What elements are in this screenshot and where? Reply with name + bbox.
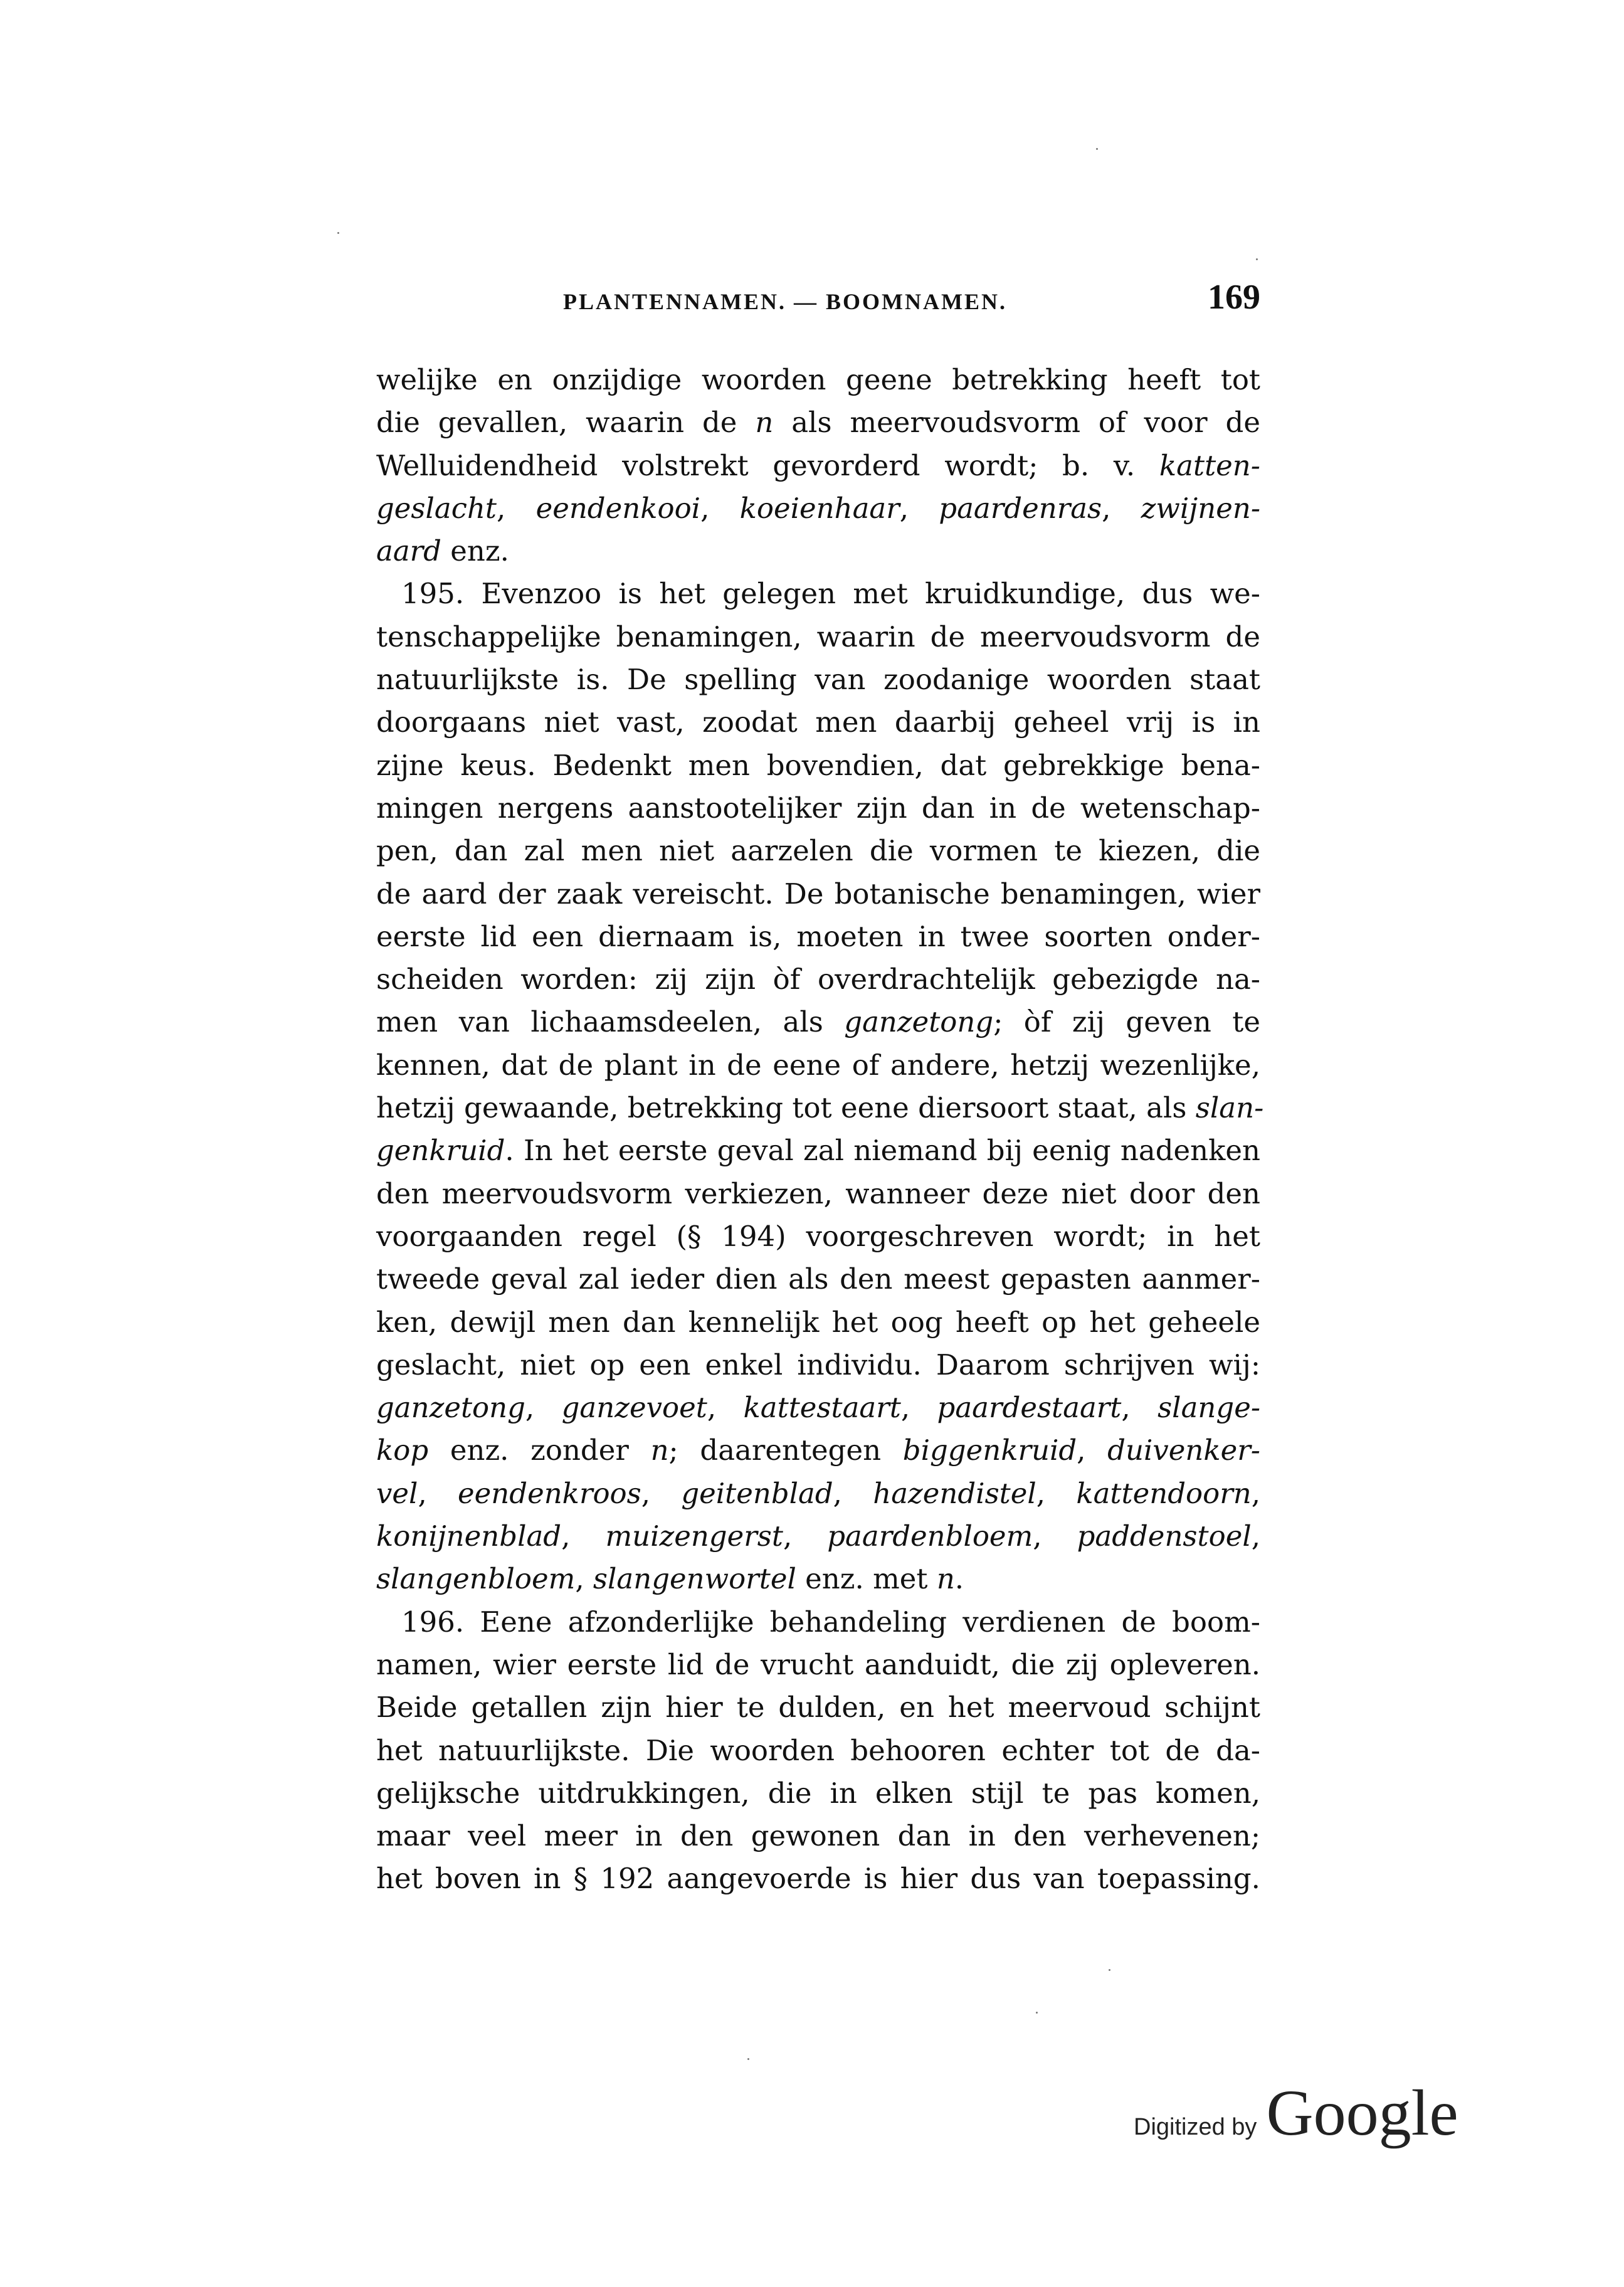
text-run: doorgaans niet vast, zoodat men daarbij geheel vrij is in (376, 705, 1260, 739)
scan-speck (1109, 1969, 1110, 1971)
text-line (376, 616, 1260, 658)
text-line (376, 1129, 1260, 1172)
italic-term: ganzetong (376, 1391, 525, 1425)
italic-term: paardenras (939, 491, 1102, 525)
text-run: , (418, 1476, 458, 1510)
italic-term: n (650, 1434, 669, 1467)
text-line (376, 1087, 1264, 1129)
text-line (376, 958, 1260, 1001)
text-run: men van lichaamsdeelen, als (376, 1005, 845, 1039)
text-run: , (1077, 1434, 1108, 1467)
text-run: , (900, 1391, 937, 1425)
text-line (376, 1857, 1260, 1900)
text-line (376, 530, 1260, 573)
italic-term: eendenkroos (458, 1476, 641, 1510)
italic-term: biggenkruid (902, 1434, 1077, 1467)
text-run: scheiden worden: zij zijn òf overdrachtelijk gebezigde na- (376, 963, 1260, 996)
scan-speck (1256, 258, 1258, 260)
text-run: welijke en onzijdige woorden geene betrekking heeft tot (376, 363, 1260, 396)
text-run: tenschappelijke benamingen, waarin de meervoudsvorm de (376, 620, 1260, 653)
text-run: het boven in § 192 aangevoerde is hier dus van toepassing. (376, 1862, 1260, 1896)
italic-term: kop (376, 1434, 429, 1467)
google-logo: Google (1266, 2077, 1458, 2149)
italic-term: ganzevoet (561, 1391, 707, 1425)
text-line (376, 1258, 1260, 1301)
italic-term: kattendoorn (1076, 1476, 1252, 1510)
text-run: , (1251, 1519, 1261, 1553)
text-line (376, 787, 1260, 830)
text-line (376, 1815, 1260, 1857)
italic-term: genkruid (376, 1134, 505, 1168)
text-line (376, 1472, 1260, 1515)
italic-term: n (936, 1562, 955, 1596)
text-run: , (707, 1391, 744, 1425)
italic-term: paardestaart (937, 1391, 1122, 1425)
running-title: PLANTENNAMEN. — BOOMNAMEN. (563, 289, 1007, 314)
italic-term: eendenkooi (535, 491, 701, 525)
text-run: die gevallen, waarin de (376, 406, 756, 440)
text-run: ; daarentegen (668, 1434, 903, 1467)
text-run: , (833, 1476, 873, 1510)
scan-speck (1096, 148, 1098, 150)
text-run: , (641, 1476, 682, 1510)
text-line (376, 916, 1260, 958)
text-line (376, 445, 1260, 487)
scan-speck (747, 2058, 749, 2060)
italic-term: paddenstoel (1077, 1519, 1252, 1553)
text-line (376, 573, 1260, 615)
text-line (376, 744, 1260, 787)
text-run: het natuurlijkste. Die woorden behooren echter tot de da- (376, 1733, 1260, 1767)
text-line (376, 1558, 1260, 1600)
digitized-by-google-watermark (1134, 2076, 1458, 2157)
text-line (376, 359, 1260, 401)
text-run: enz. met (796, 1562, 937, 1596)
text-line (376, 1001, 1260, 1043)
text-run: , (525, 1391, 562, 1425)
text-line (376, 1301, 1260, 1344)
italic-term: paardenbloem (827, 1519, 1033, 1553)
text-run: den meervoudsvorm verkiezen, wanneer deze niet door den (376, 1176, 1260, 1210)
text-run: zijne keus. Bedenkt men bovendien, dat gebrekkige bena- (376, 748, 1260, 782)
italic-term: aard (376, 534, 441, 568)
text-line (376, 401, 1260, 444)
text-line (376, 873, 1260, 916)
text-run: mingen nergens aanstootelijker zijn dan in de wetenschap- (376, 791, 1260, 825)
text-run: 196. Eene afzonderlijke behandeling verdienen de boom- (401, 1605, 1260, 1639)
italic-term: ganzetong (844, 1005, 994, 1039)
text-run: , (575, 1562, 593, 1596)
text-line (376, 830, 1260, 872)
text-line (376, 1644, 1260, 1686)
text-run: , (1121, 1391, 1158, 1425)
text-line (376, 1386, 1260, 1429)
text-line (376, 1686, 1260, 1729)
text-run: als meervoudsvorm of voor de (773, 406, 1260, 440)
text-line (376, 1515, 1260, 1558)
text-line (376, 1772, 1260, 1815)
text-run: , (1033, 1519, 1077, 1553)
text-run: ; òf zij geven te (993, 1005, 1260, 1039)
text-run: Beide getallen zijn hier te dulden, en het meervoud schijnt (376, 1691, 1260, 1724)
text-run: tweede geval zal ieder dien als den meest gepasten aanmer- (376, 1262, 1260, 1296)
text-run: gelijksche uitdrukkingen, die in elken stijl te pas komen, (376, 1776, 1260, 1810)
text-line (376, 1601, 1260, 1644)
page-number: 169 (1208, 278, 1260, 317)
text-line (376, 1044, 1260, 1087)
italic-term: duivenker- (1107, 1434, 1260, 1467)
text-run: , (700, 491, 740, 525)
italic-term: vel (376, 1476, 418, 1510)
text-run: de aard der zaak vereischt. De botanische benamingen, wier (376, 877, 1260, 911)
text-run: , (497, 491, 536, 525)
text-run: pen, dan zal men niet aarzelen die vormen te kiezen, die (376, 834, 1260, 868)
italic-term: kattestaart (743, 1391, 901, 1425)
text-run: , (899, 491, 939, 525)
italic-term: konijnenblad (376, 1519, 562, 1553)
text-run: 195. Evenzoo is het gelegen met kruidkundige, dus we- (401, 577, 1260, 611)
italic-term: zwijnen- (1141, 491, 1261, 525)
italic-term: katten- (1159, 448, 1260, 482)
text-line (376, 1215, 1260, 1258)
text-run: hetzij gewaande, betrekking tot eene diersoort staat, als (376, 1091, 1196, 1125)
italic-term: muizengerst (605, 1519, 783, 1553)
text-run: eerste lid een diernaam is, moeten in twee soorten onder- (376, 919, 1260, 953)
digitized-by-label: Digitized by (1134, 2114, 1257, 2140)
scan-speck (1036, 2012, 1038, 2014)
text-run: . (954, 1562, 964, 1596)
text-run: natuurlijkste is. De spelling van zoodanige woorden staat (376, 663, 1260, 697)
scan-speck (337, 232, 339, 234)
text-run: , (1251, 1476, 1261, 1510)
text-run: geslacht, niet op een enkel individu. Daarom schrijven wij: (376, 1348, 1260, 1381)
text-run: , (1102, 491, 1141, 525)
italic-term: slangenwortel (593, 1562, 796, 1596)
text-run: kennen, dat de plant in de eene of andere, hetzij wezenlijke, (376, 1048, 1260, 1082)
text-run: ken, dewijl men dan kennelijk het oog heeft op het geheele (376, 1305, 1260, 1339)
italic-term: hazendistel (873, 1476, 1036, 1510)
italic-term: slangenbloem (376, 1562, 576, 1596)
italic-term: slange- (1157, 1391, 1261, 1425)
text-line (376, 701, 1260, 744)
text-line (376, 658, 1260, 701)
text-line (376, 487, 1260, 530)
text-line (376, 1344, 1260, 1386)
text-run: enz. (441, 534, 509, 568)
text-run: , (561, 1519, 606, 1553)
italic-term: n (755, 406, 774, 440)
text-run: namen, wier eerste lid de vrucht aanduidt, die zij opleveren. (376, 1647, 1260, 1681)
text-line (376, 1173, 1260, 1215)
text-line (376, 1429, 1260, 1472)
text-run: maar veel meer in den gewonen dan in den verhevenen; (376, 1819, 1260, 1853)
text-run: enz. zonder (428, 1434, 651, 1467)
running-head (376, 276, 1260, 326)
text-run: , (783, 1519, 828, 1553)
italic-term: geitenblad (681, 1476, 833, 1510)
body-text (376, 359, 1264, 1901)
text-run: voorgaanden regel (§ 194) voorgeschreven wordt; in het (376, 1219, 1260, 1253)
text-line (376, 1730, 1260, 1772)
text-run: Welluidendheid volstrekt gevorderd wordt; b. v. (376, 448, 1159, 482)
text-run: , (1036, 1476, 1077, 1510)
italic-term: koeienhaar (739, 491, 900, 525)
italic-term: slan- (1195, 1091, 1264, 1125)
text-run: . In het eerste geval zal niemand bij eenig nadenken (505, 1134, 1260, 1168)
italic-term: geslacht (376, 491, 497, 525)
